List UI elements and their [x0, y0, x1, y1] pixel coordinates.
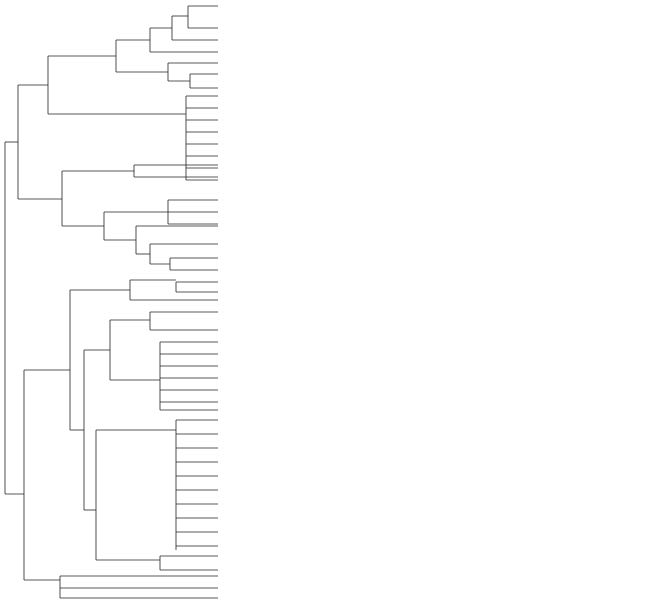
tree-branches [5, 6, 218, 598]
